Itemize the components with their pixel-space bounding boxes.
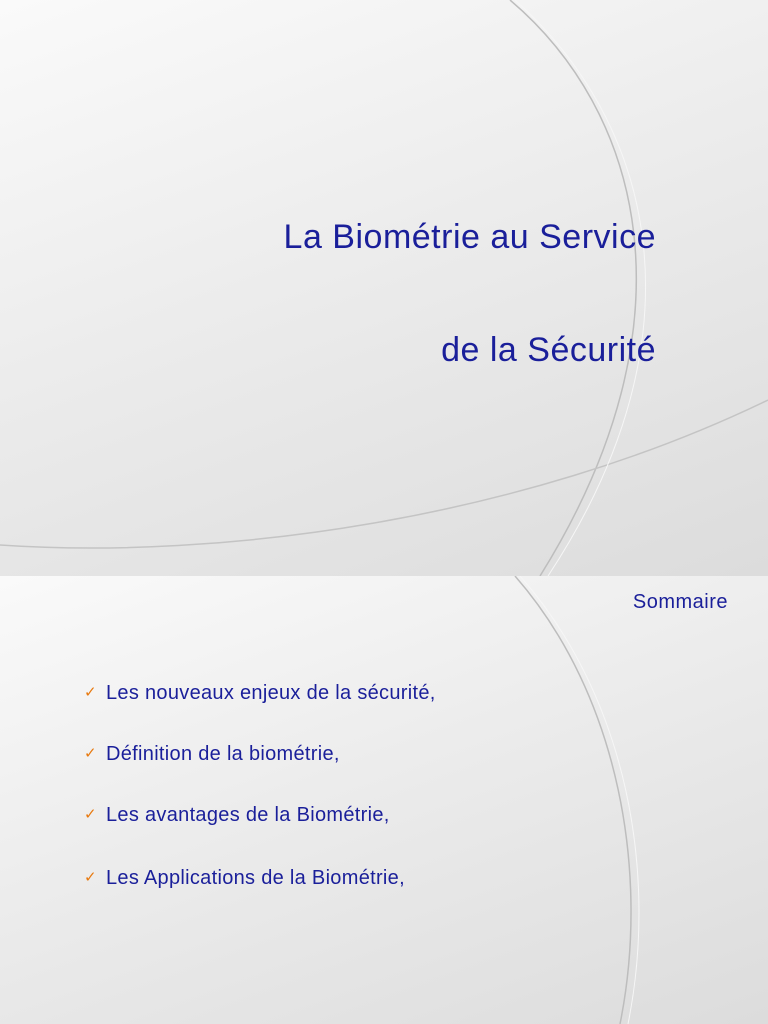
- check-icon: ✓: [84, 684, 97, 701]
- list-item-label: Les Applications de la Biométrie,: [106, 867, 405, 889]
- arc-bottom: [0, 400, 768, 548]
- list-item: [84, 867, 405, 890]
- check-icon: ✓: [84, 745, 97, 762]
- list-item-label: Les avantages de la Biométrie,: [106, 804, 390, 826]
- check-icon: ✓: [84, 869, 97, 886]
- arc-right: [515, 576, 631, 1024]
- list-item: [84, 682, 436, 705]
- arc-right: [510, 0, 636, 576]
- list-item-label: Définition de la biométrie,: [106, 743, 340, 765]
- list-item-label: Les nouveaux enjeux de la sécurité,: [106, 682, 436, 704]
- list-item: [84, 804, 390, 827]
- arc-highlight: [515, 0, 646, 576]
- summary-heading: Sommaire: [632, 591, 728, 613]
- check-icon: ✓: [84, 806, 97, 823]
- list-item: [84, 743, 340, 766]
- decorative-arcs: [0, 576, 768, 1024]
- slide-title-line-1: La Biométrie au Service: [283, 218, 656, 256]
- slide-title-line-2: de la Sécurité: [441, 331, 656, 369]
- summary-slide: [0, 576, 768, 1024]
- arc-highlight: [520, 576, 639, 1024]
